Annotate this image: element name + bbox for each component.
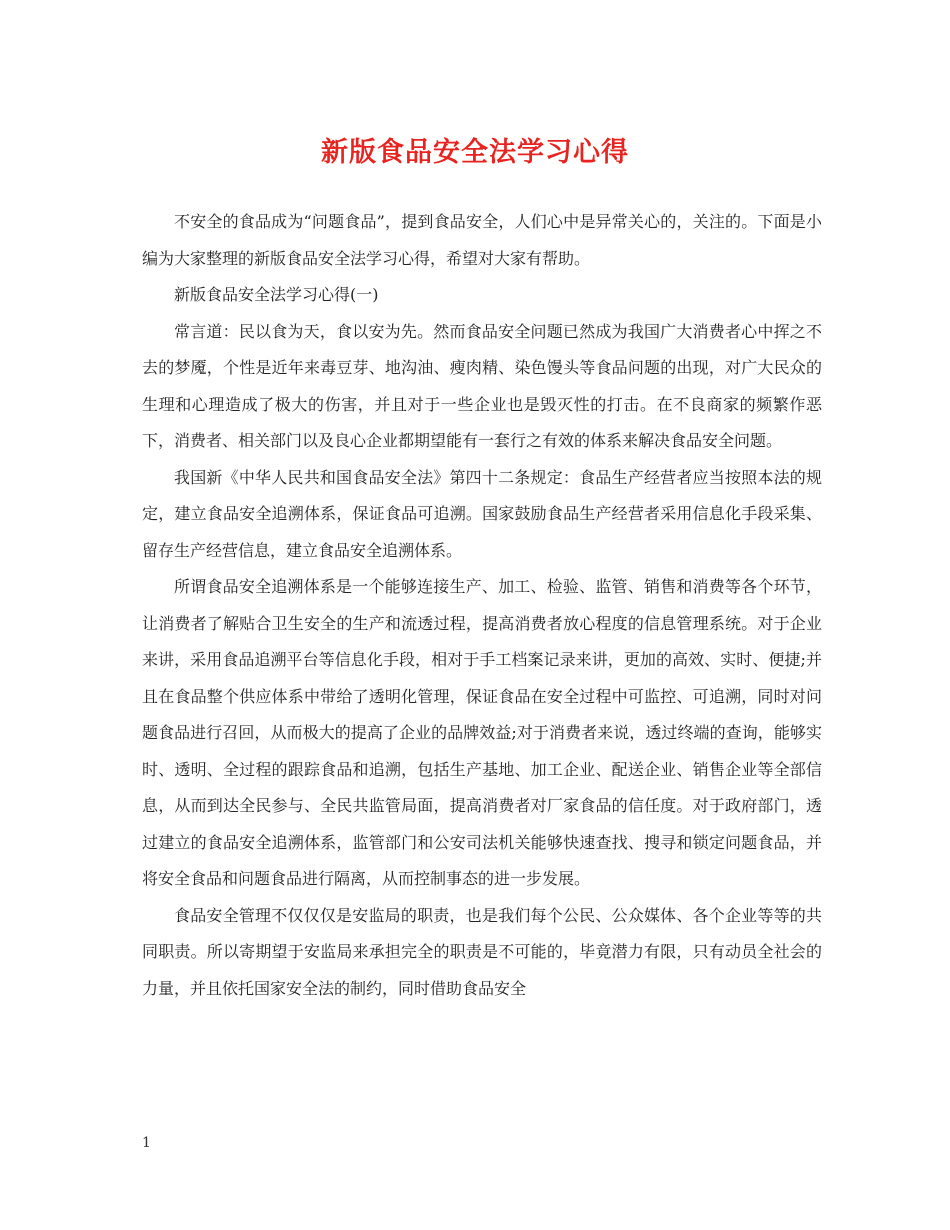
- document-body: [142, 204, 822, 1007]
- paragraph: 食品安全管理不仅仅仅是安监局的职责，也是我们每个公民、公众媒体、各个企业等等的共同职责。所以寄期望于安监局来承担完全的职责是不可能的，毕竟潜力有限，只有动员全社会的力量，并且依托国家安全法的制约，同时借助食品安全: [142, 905, 822, 998]
- paragraph-intro: 不安全的食品成为“问题食品”，提到食品安全，人们心中是异常关心的，关注的。下面是小编为大家整理的新版食品安全法学习心得，希望对大家有帮助。: [142, 212, 822, 268]
- paragraph: 我国新《中华人民共和国食品安全法》第四十二条规定：食品生产经营者应当按照本法的规定，建立食品安全追溯体系，保证食品可追溯。国家鼓励食品生产经营者采用信息化手段采集、留存生产经营信息，建立食品安全追溯体系。: [142, 467, 822, 560]
- document-title: 新版食品安全法学习心得: [321, 137, 629, 168]
- paragraph: 所谓食品安全追溯体系是一个能够连接生产、加工、检验、监管、销售和消费等各个环节，让消费者了解贴合卫生安全的生产和流透过程，提高消费者放心程度的信息管理系统。对于企业来讲，采用食品追溯平台等信息化手段，相对于手工档案记录来讲，更加的高效、实时、便捷;并且在食品整个供应体系中带给了透明化管理，保证食品在安全过程中可监控、可追溯，同时对问题食品进行召回，从而极大的提高了企业的品牌效益;对于消费者来说，透过终端的查询，能够实时、透明、全过程的跟踪食品和追溯，包括生产基地、加工企业、配送企业、销售企业等全部信息，从而到达全民参与、全民共监管局面，提高消费者对厂家食品的信任度。对于政府部门，透过建立的食品安全追溯体系，监管部门和公安司法机关能够快速查找、搜寻和锁定问题食品，并将安全食品和问题食品进行隔离，从而控制事态的进一步发展。: [142, 577, 822, 888]
- section-heading: 新版食品安全法学习心得(一): [174, 285, 379, 304]
- page-number: 1: [142, 1135, 151, 1151]
- paragraph: 常言道：民以食为天，食以安为先。然而食品安全问题已然成为我国广大消费者心中挥之不去的梦魇，个性是近年来毒豆芽、地沟油、瘦肉精、染色馒头等食品问题的出现，对广大民众的生理和心理造成了极大的伤害，并且对于一些企业也是毁灭性的打击。在不良商家的频繁作恶下，消费者、相关部门以及良心企业都期望能有一套行之有效的体系来解决食品安全问题。: [142, 321, 822, 450]
